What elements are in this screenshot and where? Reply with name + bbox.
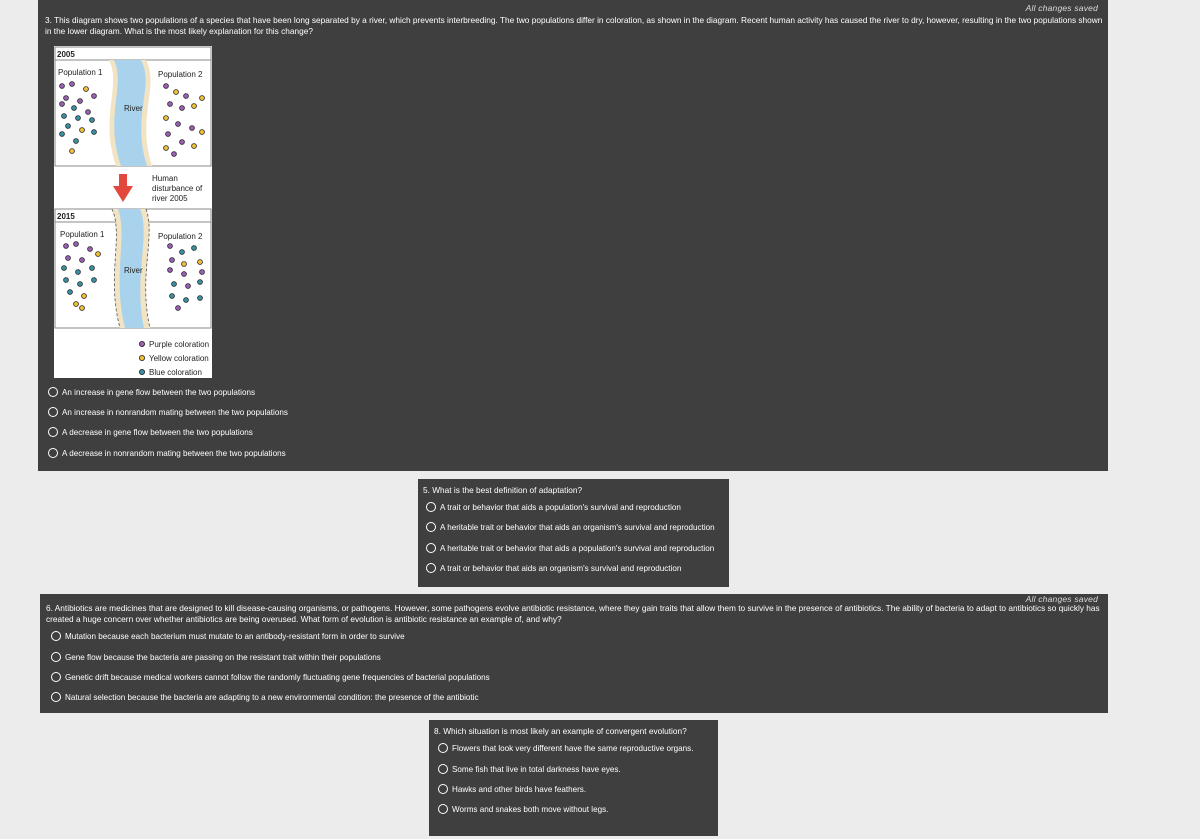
radio-icon[interactable] bbox=[438, 743, 448, 753]
organism-dot bbox=[86, 110, 91, 115]
year-2005-label: 2005 bbox=[57, 50, 75, 59]
population-2-label-2015: Population 2 bbox=[158, 232, 203, 241]
save-status: All changes saved bbox=[1025, 594, 1098, 604]
question-8-text: 8. Which situation is most likely an example of convergent evolution? bbox=[434, 726, 687, 736]
legend-yellow-swatch bbox=[139, 355, 144, 360]
organism-dot bbox=[182, 262, 187, 267]
organism-dot bbox=[96, 252, 101, 257]
organism-dot bbox=[66, 256, 71, 261]
radio-icon[interactable] bbox=[426, 522, 436, 532]
organism-dot bbox=[92, 278, 97, 283]
organism-dot bbox=[78, 99, 83, 104]
q6-option-2[interactable] bbox=[51, 650, 381, 664]
legend-blue: Blue coloration bbox=[149, 368, 202, 377]
radio-icon[interactable] bbox=[438, 764, 448, 774]
q3-option-4-label: A decrease in nonrandom mating between the two populations bbox=[62, 448, 286, 458]
q6-option-4[interactable] bbox=[51, 690, 479, 704]
organism-dot bbox=[72, 106, 77, 111]
q8-option-4-label: Worms and snakes both move without legs. bbox=[452, 804, 609, 814]
organism-dot bbox=[164, 146, 169, 151]
q8-option-3-label: Hawks and other birds have feathers. bbox=[452, 784, 587, 794]
q6-option-3[interactable] bbox=[51, 670, 490, 684]
organism-dot bbox=[82, 294, 87, 299]
organism-dot bbox=[66, 124, 71, 129]
radio-icon[interactable] bbox=[426, 543, 436, 553]
organism-dot bbox=[64, 96, 69, 101]
organism-dot bbox=[176, 122, 181, 127]
population-diagram bbox=[54, 46, 212, 378]
q8-option-3[interactable] bbox=[438, 782, 586, 796]
legend-yellow: Yellow coloration bbox=[149, 354, 209, 363]
save-status: All changes saved bbox=[1025, 3, 1098, 13]
q8-option-1-label: Flowers that look very different have the same reproductive organs. bbox=[452, 743, 694, 753]
organism-dot bbox=[190, 126, 195, 131]
organism-dot bbox=[60, 84, 65, 89]
population-1-label: Population 1 bbox=[58, 68, 103, 77]
organism-dot bbox=[192, 104, 197, 109]
organism-dot bbox=[192, 144, 197, 149]
q5-option-2[interactable] bbox=[426, 520, 715, 534]
radio-icon[interactable] bbox=[438, 804, 448, 814]
organism-dot bbox=[62, 266, 67, 271]
q5-option-2-label: A heritable trait or behavior that aids an organism's survival and reproduction bbox=[440, 522, 715, 532]
organism-dot bbox=[64, 278, 69, 283]
q8-option-1[interactable] bbox=[438, 741, 693, 755]
river-label-2015: River bbox=[124, 266, 143, 275]
q5-option-3[interactable] bbox=[426, 541, 714, 555]
organism-dot bbox=[198, 296, 203, 301]
organism-dot bbox=[184, 298, 189, 303]
organism-dot bbox=[198, 280, 203, 285]
organism-dot bbox=[168, 268, 173, 273]
organism-dot bbox=[200, 96, 205, 101]
organism-dot bbox=[76, 270, 81, 275]
organism-dot bbox=[70, 82, 75, 87]
organism-dot bbox=[60, 132, 65, 137]
organism-dot bbox=[186, 284, 191, 289]
q6-option-2-label: Gene flow because the bacteria are passing on the resistant trait within their populations bbox=[65, 652, 381, 662]
organism-dot bbox=[74, 302, 79, 307]
disturbance-line-1: Human bbox=[152, 174, 178, 183]
organism-dot bbox=[182, 272, 187, 277]
organism-dot bbox=[60, 102, 65, 107]
organism-dot bbox=[70, 149, 75, 154]
q3-option-2[interactable] bbox=[48, 405, 288, 419]
q5-option-1[interactable] bbox=[426, 500, 681, 514]
radio-icon[interactable] bbox=[51, 672, 61, 682]
q5-option-3-label: A heritable trait or behavior that aids a population's survival and reproduction bbox=[440, 543, 715, 553]
radio-icon[interactable] bbox=[48, 407, 58, 417]
organism-dot bbox=[164, 84, 169, 89]
q6-option-1[interactable] bbox=[51, 629, 405, 643]
organism-dot bbox=[192, 246, 197, 251]
radio-icon[interactable] bbox=[426, 563, 436, 573]
q3-option-3-label: A decrease in gene flow between the two populations bbox=[62, 427, 253, 437]
question-3-panel bbox=[38, 0, 1108, 471]
radio-icon[interactable] bbox=[51, 631, 61, 641]
organism-dot bbox=[174, 90, 179, 95]
radio-icon[interactable] bbox=[51, 692, 61, 702]
organism-dot bbox=[76, 116, 81, 121]
q6-option-1-label: Mutation because each bacterium must mutate to an antibody-resistant form in order to survive bbox=[65, 631, 405, 641]
organism-dot bbox=[92, 130, 97, 135]
q5-option-1-label: A trait or behavior that aids a population's survival and reproduction bbox=[440, 502, 681, 512]
question-5-panel bbox=[418, 479, 729, 587]
question-6-panel bbox=[40, 594, 1108, 713]
q5-option-4-label: A trait or behavior that aids an organism's survival and reproduction bbox=[440, 563, 682, 573]
q3-option-4[interactable] bbox=[48, 446, 286, 460]
q5-option-4[interactable] bbox=[426, 561, 681, 575]
organism-dot bbox=[168, 244, 173, 249]
year-2015-label: 2015 bbox=[57, 212, 75, 221]
organism-dot bbox=[176, 306, 181, 311]
organism-dot bbox=[168, 102, 173, 107]
organism-dot bbox=[180, 106, 185, 111]
organism-dot bbox=[184, 94, 189, 99]
radio-icon[interactable] bbox=[426, 502, 436, 512]
organism-dot bbox=[64, 244, 69, 249]
disturbance-line-3: river 2005 bbox=[152, 194, 188, 203]
question-8-panel bbox=[429, 720, 718, 836]
legend-purple: Purple coloration bbox=[149, 340, 210, 349]
organism-dot bbox=[164, 116, 169, 121]
legend-purple-swatch bbox=[139, 341, 144, 346]
organism-dot bbox=[166, 132, 171, 137]
organism-dot bbox=[84, 87, 89, 92]
organism-dot bbox=[92, 94, 97, 99]
organism-dot bbox=[68, 290, 73, 295]
question-3-text: 3. This diagram shows two populations of a species that have been long separated by a river, which prevents interbreeding. The two populations differ in coloration, as shown in the diagram. Recent human activity has caused the river to dry, however, resulting in the two populations shown in the lower diagram. What is the most likely explanation for this change? bbox=[45, 15, 1103, 36]
diagram-svg bbox=[54, 46, 212, 378]
population-2-label: Population 2 bbox=[158, 70, 203, 79]
radio-icon[interactable] bbox=[438, 784, 448, 794]
organism-dot bbox=[62, 114, 67, 119]
population-1-label-2015: Population 1 bbox=[60, 230, 105, 239]
river-2005 bbox=[114, 60, 147, 166]
organism-dot bbox=[80, 258, 85, 263]
organism-dot bbox=[172, 282, 177, 287]
legend-blue-swatch bbox=[139, 369, 144, 374]
organism-dot bbox=[170, 294, 175, 299]
organism-dot bbox=[198, 260, 203, 265]
q3-option-3[interactable] bbox=[48, 425, 253, 439]
q3-option-2-label: An increase in nonrandom mating between the two populations bbox=[62, 407, 288, 417]
organism-dot bbox=[80, 306, 85, 311]
q6-option-4-label: Natural selection because the bacteria are adapting to a new environmental condition: the presence of the antibiotic bbox=[65, 692, 479, 702]
q8-option-4[interactable] bbox=[438, 802, 608, 816]
question-5-text: 5. What is the best definition of adaptation? bbox=[423, 485, 583, 495]
organism-dot bbox=[90, 118, 95, 123]
q8-option-2-label: Some fish that live in total darkness have eyes. bbox=[452, 764, 621, 774]
organism-dot bbox=[74, 242, 79, 247]
organism-dot bbox=[88, 247, 93, 252]
organism-dot bbox=[74, 139, 79, 144]
q3-option-1-label: An increase in gene flow between the two populations bbox=[62, 387, 256, 397]
organism-dot bbox=[78, 282, 83, 287]
radio-icon[interactable] bbox=[48, 427, 58, 437]
radio-icon[interactable] bbox=[51, 652, 61, 662]
arrow-shaft bbox=[119, 174, 127, 186]
organism-dot bbox=[80, 128, 85, 133]
q6-option-3-label: Genetic drift because medical workers cannot follow the randomly fluctuating gene frequencies of bacterial populations bbox=[65, 672, 490, 682]
radio-icon[interactable] bbox=[48, 387, 58, 397]
organism-dot bbox=[200, 270, 205, 275]
organism-dot bbox=[180, 140, 185, 145]
q3-option-1[interactable] bbox=[48, 385, 255, 399]
disturbance-line-2: disturbance of bbox=[152, 184, 203, 193]
organism-dot bbox=[200, 130, 205, 135]
organism-dot bbox=[172, 152, 177, 157]
q8-option-2[interactable] bbox=[438, 762, 621, 776]
radio-icon[interactable] bbox=[48, 448, 58, 458]
river-label: River bbox=[124, 104, 143, 113]
down-arrow-icon bbox=[113, 186, 133, 202]
organism-dot bbox=[90, 266, 95, 271]
question-6-text: 6. Antibiotics are medicines that are designed to kill disease-causing organisms, or pathogens. However, some pathogens evolve antibiotic resistance, where they gain traits that allow them to survive in the presence of antibiotics. The ability of bacteria to adapt to antibiotics so quickly has created a huge concern over whether antibiotics are being overused. What form of evolution is antibiotic resistance an example of, and why? bbox=[46, 603, 1100, 624]
organism-dot bbox=[170, 258, 175, 263]
organism-dot bbox=[180, 250, 185, 255]
